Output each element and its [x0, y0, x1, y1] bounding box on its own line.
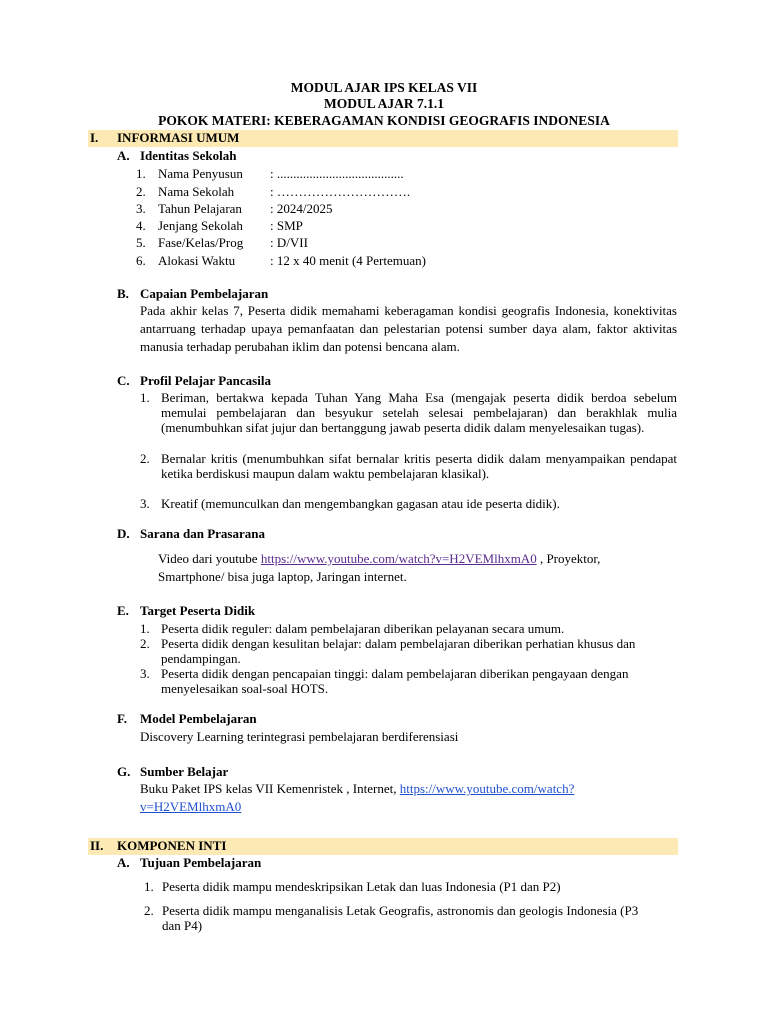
subsection-d-letter: D. — [117, 526, 130, 541]
youtube-link[interactable]: https://www.youtube.com/watch?v=H2VEMlhxmA0 — [260, 551, 537, 566]
profil-item: Kreatif (memunculkan dan mengembangkan gagasan atau ide peserta didik). — [161, 496, 560, 511]
identitas-key: Nama Sekolah — [158, 184, 235, 199]
sumber-line-1 — [140, 781, 574, 797]
identitas-value: : …………………………. — [270, 184, 411, 199]
sarana-line-1 — [158, 551, 600, 567]
target-num: 1. — [140, 621, 150, 636]
identitas-num: 1. — [136, 166, 146, 181]
identitas-num: 4. — [136, 218, 146, 233]
title-line-3: POKOK MATERI: KEBERAGAMAN KONDISI GEOGRAFIS INDONESIA — [158, 113, 610, 128]
subsection-2a-title: Tujuan Pembelajaran — [140, 855, 262, 870]
target-item: Peserta didik dengan kesulitan belajar: dalam pembelajaran diberikan perhatian khusus dan pendampingan. — [161, 636, 636, 666]
identitas-key: Alokasi Waktu — [158, 253, 236, 268]
subsection-e-letter: E. — [117, 603, 129, 618]
title-line-1: MODUL AJAR IPS KELAS VII — [290, 80, 478, 95]
identitas-value: : 2024/2025 — [270, 201, 333, 216]
section-1-title: INFORMASI UMUM — [117, 130, 240, 145]
section-1-numeral: I. — [90, 130, 99, 145]
tujuan-num: 1. — [144, 879, 154, 894]
identitas-key: Tahun Pelajaran — [158, 201, 242, 216]
subsection-g-title: Sumber Belajar — [140, 764, 229, 779]
identitas-num: 2. — [136, 184, 146, 199]
subsection-b-title: Capaian Pembelajaran — [140, 286, 269, 301]
subsection-g-letter: G. — [117, 764, 131, 779]
sumber-line-2 — [140, 799, 241, 815]
section-2-numeral: II. — [90, 838, 104, 853]
subsection-d-title: Sarana dan Prasarana — [140, 526, 265, 541]
title-line-2: MODUL AJAR 7.1.1 — [323, 96, 444, 111]
section-2-title: KOMPONEN INTI — [117, 838, 227, 853]
tujuan-item: Peserta didik mampu menganalisis Letak Geografis, astronomis dan geologis Indonesia (P3 dan P4) — [162, 903, 639, 933]
target-num: 2. — [140, 636, 150, 651]
subsection-2a-letter: A. — [117, 855, 130, 870]
profil-item: Beriman, bertakwa kepada Tuhan Yang Maha Esa (mengajak peserta didik berdoa sebelum memulai pembelajaran dan besyukur setelah selesai pembelajaran) dan berakhlak mulia (menumbuhkan sifat jujur dan bertanggung jawab peserta didik dalam menyelesaikan tugas). — [161, 390, 677, 435]
subsection-a-letter: A. — [117, 148, 130, 163]
identitas-num: 5. — [136, 235, 146, 250]
identitas-num: 6. — [136, 253, 146, 268]
capaian-text: Pada akhir kelas 7, Peserta didik memahami keberagaman kondisi geografis Indonesia, konektivitas antarruang terhadap upaya pemanfaatan dan pelestarian potensi sumber daya alam, faktor aktivitas manusia terhadap perubahan iklim dan potensi bencana alam. — [140, 303, 677, 354]
sarana-line-2: Smartphone/ bisa juga laptop, Jaringan internet. — [158, 569, 407, 584]
subsection-c-title: Profil Pelajar Pancasila — [140, 373, 271, 388]
subsection-c-letter: C. — [117, 373, 130, 388]
sarana-text: Video dari youtube — [158, 551, 261, 566]
sarana-text-after: , Proyektor, — [536, 551, 601, 566]
profil-num: 2. — [140, 451, 150, 466]
target-item: Peserta didik reguler: dalam pembelajaran diberikan pelayanan secara umum. — [161, 621, 565, 636]
subsection-a-title: Identitas Sekolah — [140, 148, 237, 163]
identitas-value: : D/VII — [270, 235, 308, 250]
target-item: Peserta didik dengan pencapaian tinggi: dalam pembelajaran diberikan pengayaan dengan menyelesaikan soal-soal HOTS. — [161, 666, 629, 696]
subsection-b-letter: B. — [117, 286, 129, 301]
identitas-value: : 12 x 40 menit (4 Pertemuan) — [270, 253, 426, 268]
identitas-num: 3. — [136, 201, 146, 216]
identitas-value: : SMP — [270, 218, 303, 233]
subsection-f-title: Model Pembelajaran — [140, 711, 257, 726]
target-num: 3. — [140, 666, 150, 681]
profil-num: 1. — [140, 390, 150, 405]
profil-num: 3. — [140, 496, 150, 511]
sumber-text: Buku Paket IPS kelas VII Kemenristek , Internet, — [140, 781, 400, 796]
sumber-link[interactable]: https://www.youtube.com/watch? — [399, 781, 575, 796]
profil-item: Bernalar kritis (menumbuhkan sifat bernalar kritis peserta didik dalam menyampaikan pendapat ketika berdiskusi maupun dalam waktu pembelajaran klasikal). — [161, 451, 677, 481]
identitas-key: Jenjang Sekolah — [158, 218, 243, 233]
subsection-f-letter: F. — [117, 711, 127, 726]
identitas-key: Nama Penyusun — [158, 166, 243, 181]
identitas-value: : ....................................... — [270, 166, 404, 181]
model-text: Discovery Learning terintegrasi pembelajaran berdiferensiasi — [140, 729, 459, 744]
subsection-e-title: Target Peserta Didik — [140, 603, 256, 618]
sumber-link-continued[interactable]: v=H2VEMlhxmA0 — [140, 799, 242, 814]
tujuan-num: 2. — [144, 903, 154, 918]
tujuan-item: Peserta didik mampu mendeskripsikan Letak dan luas Indonesia (P1 dan P2) — [162, 879, 561, 894]
identitas-key: Fase/Kelas/Prog — [158, 235, 244, 250]
